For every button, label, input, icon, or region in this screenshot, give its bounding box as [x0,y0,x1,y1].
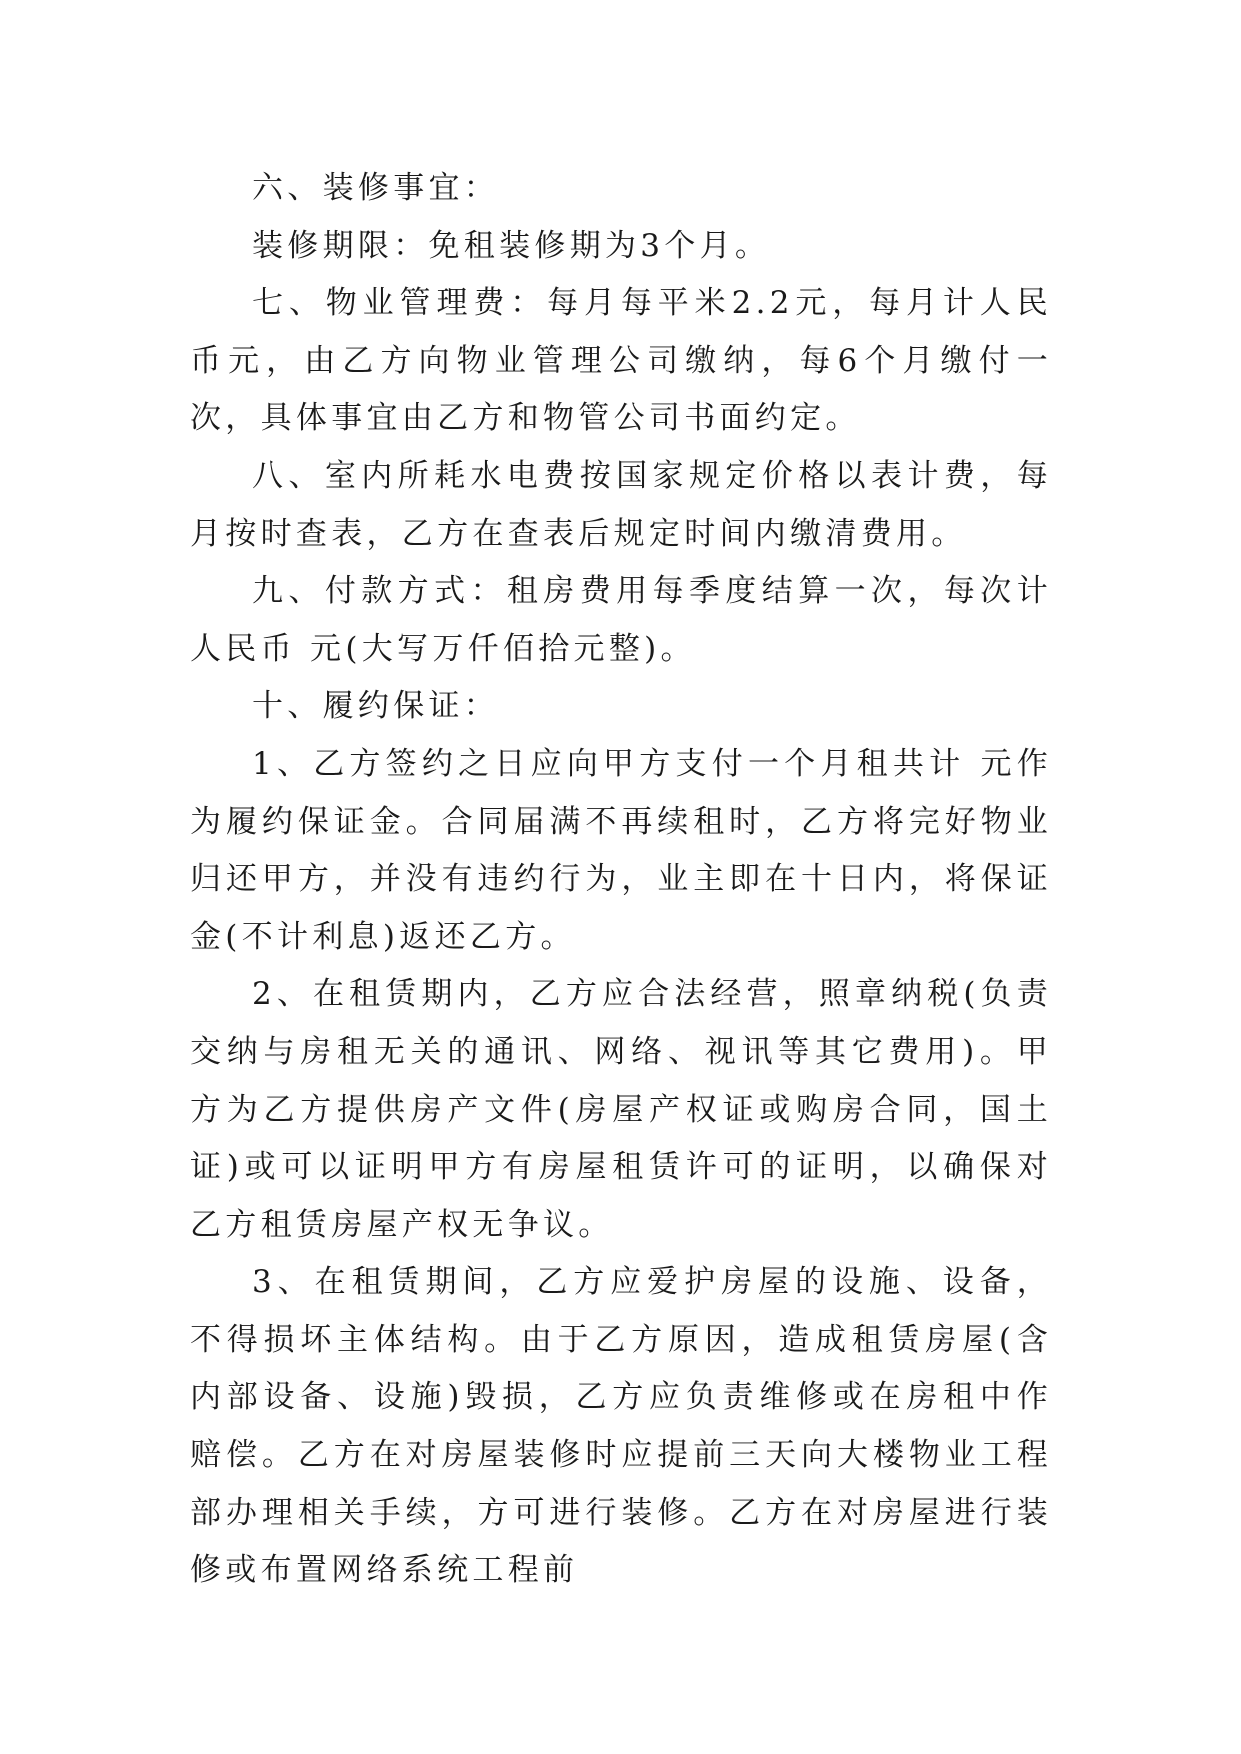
paragraph-utilities: 八、室内所耗水电费按国家规定价格以表计费，每月按时查表，乙方在查表后规定时间内缴清费用。 [190,457,1052,552]
document-body [190,160,1052,1600]
paragraph-renovation-period: 装修期限：免租装修期为3个月。 [252,227,771,264]
section-heading-renovation: 六、装修事宜： [252,170,500,206]
paragraph-clause-3: 3、在租赁期间，乙方应爱护房屋的设施、设备，不得损坏主体结构。由于乙方原因，造成租赁房屋(含内部设备、设施)毁损，乙方应负责维修或在房租中作赔偿。乙方在对房屋装修时应提前三天向大楼物业工程部办理相关手续，方可进行装修。乙方在对房屋进行装修或布置网络系统工程前 [190,1264,1052,1589]
paragraph-payment-method: 九、付款方式：租房费用每季度结算一次，每次计人民币 元(大写万仟佰拾元整)。 [190,573,1052,667]
paragraph-clause-1: 1、乙方签约之日应向甲方支付一个月租共计 元作为履约保证金。合同届满不再续租时，乙方将完好物业归还甲方，并没有违约行为，业主即在十日内，将保证金(不计利息)返还乙方。 [190,745,1052,955]
paragraph-property-management-fee: 七、物业管理费：每月每平米2.2元，每月计人民币元，由乙方向物业管理公司缴纳，每6个月缴付一次，具体事宜由乙方和物管公司书面约定。 [190,285,1052,437]
paragraph-clause-2: 2、在租赁期内，乙方应合法经营，照章纳税(负责交纳与房租无关的通讯、网络、视讯等其它费用)。甲方为乙方提供房产文件(房屋产权证或购房合同，国土证)或可以证明甲方有房屋租赁许可的证明，以确保对乙方租赁房屋产权无争议。 [190,976,1052,1243]
section-heading-performance-guarantee: 十、履约保证： [252,688,500,725]
